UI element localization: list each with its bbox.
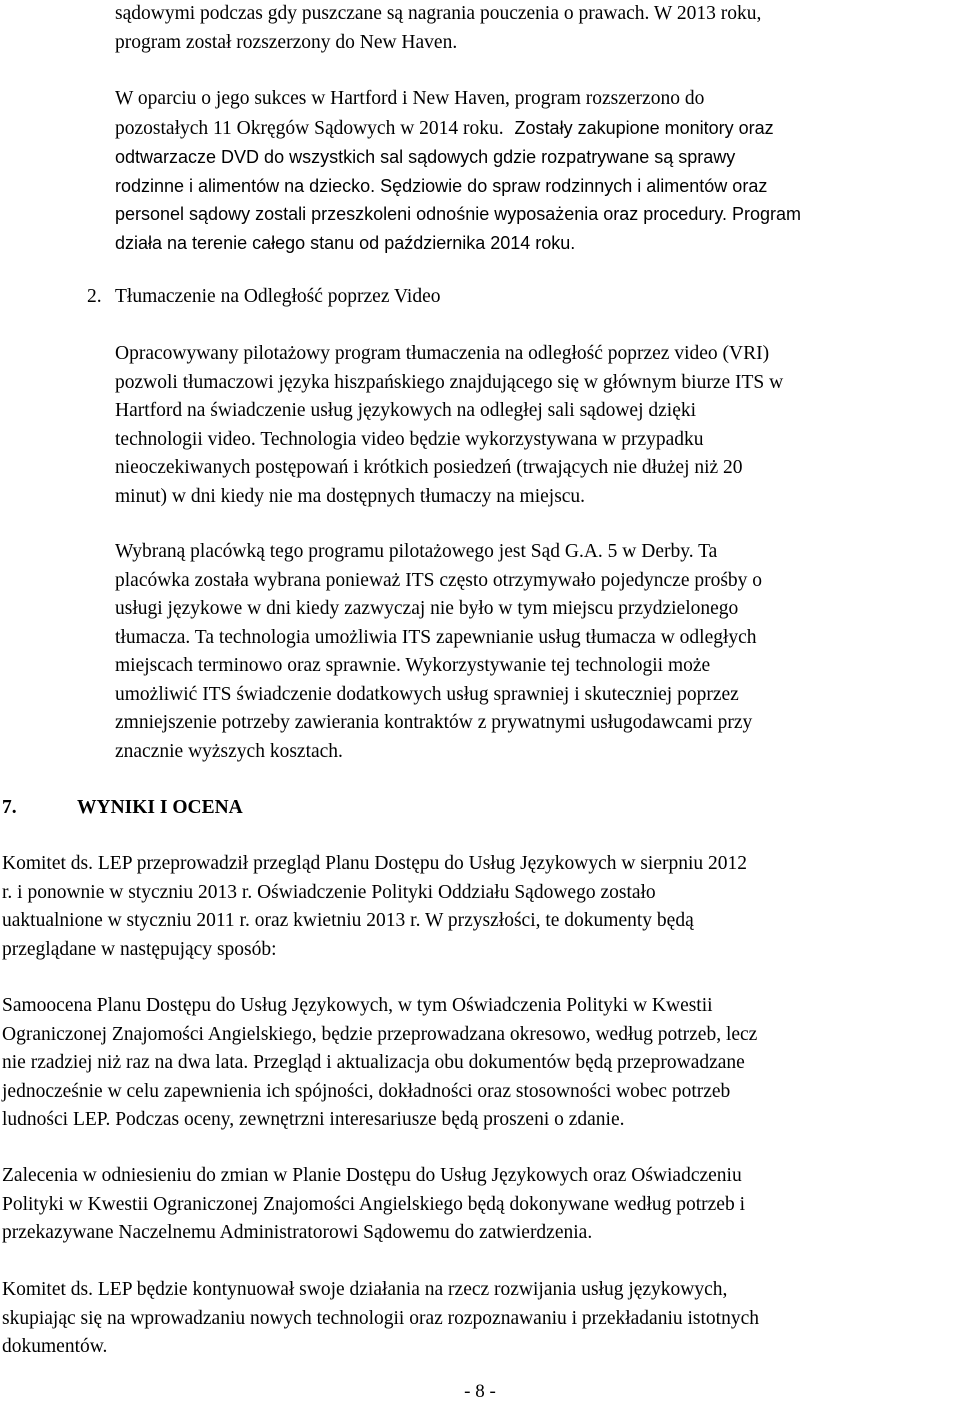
text-line: działa na terenie całego stanu od października 2014 roku. [115, 232, 576, 253]
text-line: umożliwić ITS świadczenie dodatkowych usług sprawniej i skuteczniej poprzez [115, 683, 739, 705]
paragraph-recommendations [2, 1162, 745, 1248]
page-number: - 8 - [464, 1381, 496, 1402]
section-number: 7. [2, 797, 17, 818]
text-line: program został rozszerzony do New Haven. [115, 31, 458, 53]
text-line: Komitet ds. LEP będzie kontynuował swoje działania na rzecz rozwijania usług językowych, [2, 1279, 728, 1300]
text-line: znacznie wyższych kosztach. [115, 740, 343, 762]
subsection-heading [87, 283, 441, 312]
text-line: Ograniczonej Znajomości Angielskiego, będzie przeprowadzana okresowo, według potrzeb, lecz [2, 1023, 758, 1045]
text-line: personel sądowy zostali przeszkoleni odnośnie wyposażenia oraz procedury. Program [115, 204, 802, 224]
text-line: Samoocena Planu Dostępu do Usług Językowych, w tym Oświadczenia Polityki w Kwestii [2, 995, 713, 1016]
text-line: usługi językowe w dni kiedy zazwyczaj nie było w tym miejscu przydzielonego [115, 598, 739, 619]
text-line: dokumentów. [2, 1336, 108, 1357]
section-heading [2, 794, 243, 823]
text-line: placówka została wybrana ponieważ ITS często otrzymywało pojedyncze prośby o [115, 569, 763, 591]
text-line: Hartford na świadczenie usług językowych na odległej sali sądowej dzięki [115, 400, 697, 421]
text-line: przekazywane Naczelnemu Administratorowi Sądowemu do zatwierdzenia. [2, 1222, 593, 1243]
text-segment: Zostały zakupione monitory oraz [514, 117, 774, 138]
text-line: Zalecenia w odniesieniu do zmian w Planie Dostępu do Usług Językowych oraz Oświadczeniu [2, 1165, 742, 1186]
text-line: uaktualnione w styczniu 2011 r. oraz kwietniu 2013 r. W przyszłości, te dokumenty będą [2, 910, 694, 931]
text-line: pozwoli tłumaczowi języka hiszpańskiego znajdującego się w głównym biurze ITS w [115, 371, 784, 393]
text-line: minut) w dni kiedy nie ma dostępnych tłumaczy na miejscu. [115, 485, 586, 507]
subsection-number: 2. [87, 286, 102, 307]
text-line: Polityki w Kwestii Ograniczonej Znajomości Angielskiego będą dokonywane według potrzeb i [2, 1193, 746, 1215]
text-line: nieoczekiwanych postępowań i krótkich posiedzeń (trwających nie dłużej niż 20 [115, 457, 743, 478]
text-line: skupiając się na wprowadzaniu nowych technologii oraz rozpoznawaniu i przekładaniu istotnych [2, 1307, 759, 1329]
paragraph-pilot-site [115, 538, 762, 766]
paragraph-top-continuation [115, 0, 761, 57]
paragraph-program-expansion [115, 85, 801, 257]
section-title: WYNIKI I OCENA [77, 797, 243, 818]
text-line [115, 114, 801, 144]
paragraph-continuing-work [2, 1276, 759, 1362]
paragraph-self-assessment [2, 992, 757, 1135]
text-line: sądowymi podczas gdy puszczane są nagrania pouczenia o prawach. W 2013 roku, [115, 3, 762, 24]
paragraph-vri [115, 340, 783, 511]
text-line: technologii video. Technologia video będzie wykorzystywana w przypadku [115, 428, 704, 450]
text-line: Wybraną placówką tego programu pilotażowego jest Sąd G.A. 5 w Derby. Ta [115, 541, 718, 562]
text-line: ludności LEP. Podczas oceny, zewnętrzni interesariusze będą proszeni o zdanie. [2, 1109, 625, 1130]
text-segment: pozostałych 11 Okręgów Sądowych w 2014 roku. [115, 117, 504, 139]
text-line: miejscach terminowo oraz sprawnie. Wykorzystywanie tej technologii może [115, 655, 711, 676]
text-line: tłumacza. Ta technologia umożliwia ITS zapewnianie usług tłumacza w odległych [115, 626, 757, 648]
text-line: nie rzadziej niż raz na dwa lata. Przegląd i aktualizacja obu dokumentów będą przeprowadzane [2, 1052, 745, 1073]
text-line: zmniejszenie potrzeby zawierania kontraktów z prywatnymi usługodawcami przy [115, 712, 753, 733]
text-line: przeglądane w następujący sposób: [2, 938, 277, 960]
text-line: Komitet ds. LEP przeprowadził przegląd Planu Dostępu do Usług Językowych w sierpniu 2012 [2, 853, 748, 874]
text-line: jednocześnie w celu zapewnienia ich spójności, dokładności oraz stosowności wobec potrzeb [2, 1080, 731, 1102]
paragraph-review [2, 850, 747, 964]
subsection-title: Tłumaczenie na Odległość poprzez Video [115, 286, 441, 307]
text-line: rodzinne i alimentów na dziecko. Sędziowie do spraw rodzinnych i alimentów oraz [115, 175, 768, 196]
text-line: W oparciu o jego sukces w Hartford i New Haven, program rozszerzono do [115, 88, 705, 109]
text-line: r. i ponownie w styczniu 2013 r. Oświadczenie Polityki Oddziału Sądowego zostało [2, 881, 656, 903]
text-line: odtwarzacze DVD do wszystkich sal sądowych gdzie rozpatrywane są sprawy [115, 147, 736, 167]
text-line: Opracowywany pilotażowy program tłumaczenia na odległość poprzez video (VRI) [115, 343, 770, 364]
